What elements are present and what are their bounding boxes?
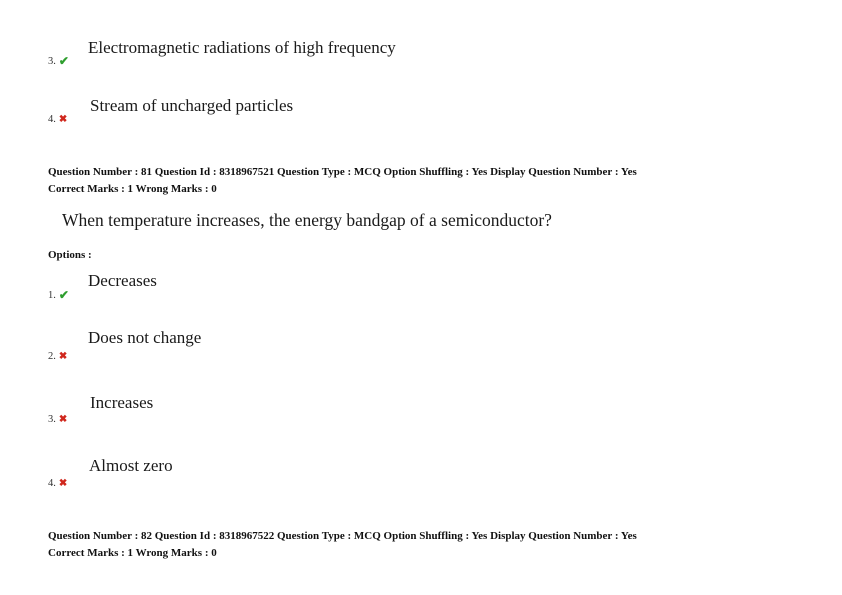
question-meta-line2: Correct Marks : 1 Wrong Marks : 0 [48, 547, 217, 559]
option-number [48, 414, 67, 425]
question-meta-line2: Correct Marks : 1 Wrong Marks : 0 [48, 183, 217, 195]
option-number-label: 4. [48, 114, 56, 125]
option-number-label: 2. [48, 351, 56, 362]
cross-icon: ✖ [58, 477, 68, 489]
check-icon: ✔ [58, 288, 69, 302]
option-number [48, 55, 69, 67]
question-text: When temperature increases, the energy bandgap of a semiconductor? [62, 210, 552, 230]
check-icon: ✔ [58, 54, 69, 68]
cross-icon: ✖ [58, 113, 68, 125]
option-text: Increases [90, 393, 154, 412]
option-number [48, 289, 69, 301]
cross-icon: ✖ [58, 350, 68, 362]
cross-icon: ✖ [58, 413, 68, 425]
question-meta-line1: Question Number : 81 Question Id : 8318967521 Question Type : MCQ Option Shuffling : Yes Display Question Number : Yes [48, 166, 637, 178]
option-text: Electromagnetic radiations of high frequency [88, 38, 396, 57]
option-text: Stream of uncharged particles [90, 96, 294, 115]
option-number-label: 1. [48, 289, 56, 301]
option-number [48, 351, 67, 362]
question-meta-line1: Question Number : 82 Question Id : 8318967522 Question Type : MCQ Option Shuffling : Yes Display Question Number : Yes [48, 530, 637, 542]
option-number-label: 3. [48, 55, 56, 67]
option-number-label: 3. [48, 414, 56, 425]
option-number [48, 478, 67, 489]
option-text: Decreases [88, 271, 157, 290]
option-text: Almost zero [89, 456, 173, 475]
option-number-label: 4. [48, 478, 56, 489]
option-number [48, 114, 67, 125]
options-label: Options : [48, 249, 92, 261]
option-text: Does not change [88, 328, 202, 347]
